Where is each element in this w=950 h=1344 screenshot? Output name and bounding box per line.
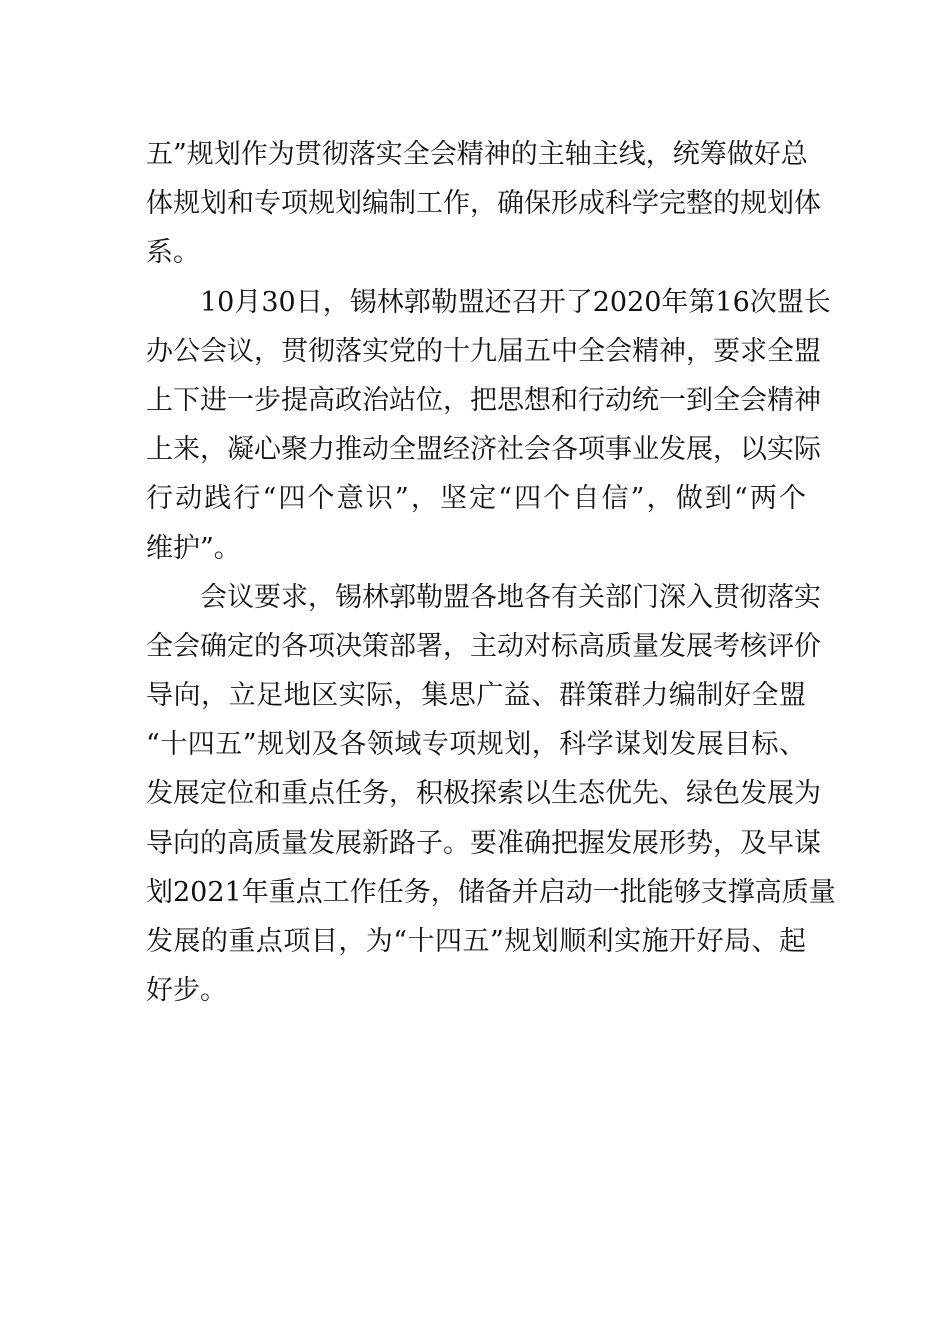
paragraph-line: “十四五”规划及各领域专项规划，科学谋划发展目标、 xyxy=(146,729,806,761)
paragraph-line: 会议要求，锡林郭勒盟各地各有关部门深入贯彻落实 xyxy=(200,581,821,613)
paragraph-3 xyxy=(146,573,836,1016)
paragraph-line: 上下进一步提高政治站位，把思想和行动统一到全会精神 xyxy=(146,384,821,416)
paragraph-line: 系。 xyxy=(146,237,200,269)
paragraph-2 xyxy=(146,278,831,573)
paragraph-line: 划2021年重点工作任务，储备并启动一批能够支撑高质量 xyxy=(146,876,836,908)
paragraph-line: 发展定位和重点任务，积极探索以生态优先、绿色发展为 xyxy=(146,778,821,810)
paragraph-line: 导向，立足地区实际，集思广益、群策群力编制好全盟 xyxy=(146,680,806,712)
paragraph-line: 上来，凝心聚力推动全盟经济社会各项事业发展，以实际 xyxy=(146,434,821,466)
paragraph-line: 维护”。 xyxy=(146,532,241,564)
document-body xyxy=(146,130,836,1015)
paragraph-line: 体规划和专项规划编制工作，确保形成科学完整的规划体 xyxy=(146,188,821,220)
paragraph-line: 导向的高质量发展新路子。要准确把握发展形势，及早谋 xyxy=(146,827,821,859)
paragraph-line: 好步。 xyxy=(146,975,227,1007)
paragraph-line: 全会确定的各项决策部署，主动对标高质量发展考核评价 xyxy=(146,630,821,662)
paragraph-1 xyxy=(146,130,821,278)
paragraph-line: 发展的重点项目，为“十四五”规划顺利实施开好局、起 xyxy=(146,926,806,957)
paragraph-line: 办公会议，贯彻落实党的十九届五中全会精神，要求全盟 xyxy=(146,335,821,367)
paragraph-line: 五”规划作为贯彻落实全会精神的主轴主线，统筹做好总 xyxy=(146,139,808,170)
paragraph-line: 行动践行“四个意识”，坚定“四个自信”，做到“两个 xyxy=(146,483,806,515)
paragraph-line: 10月30日，锡林郭勒盟还召开了2020年第16次盟长 xyxy=(200,286,831,318)
